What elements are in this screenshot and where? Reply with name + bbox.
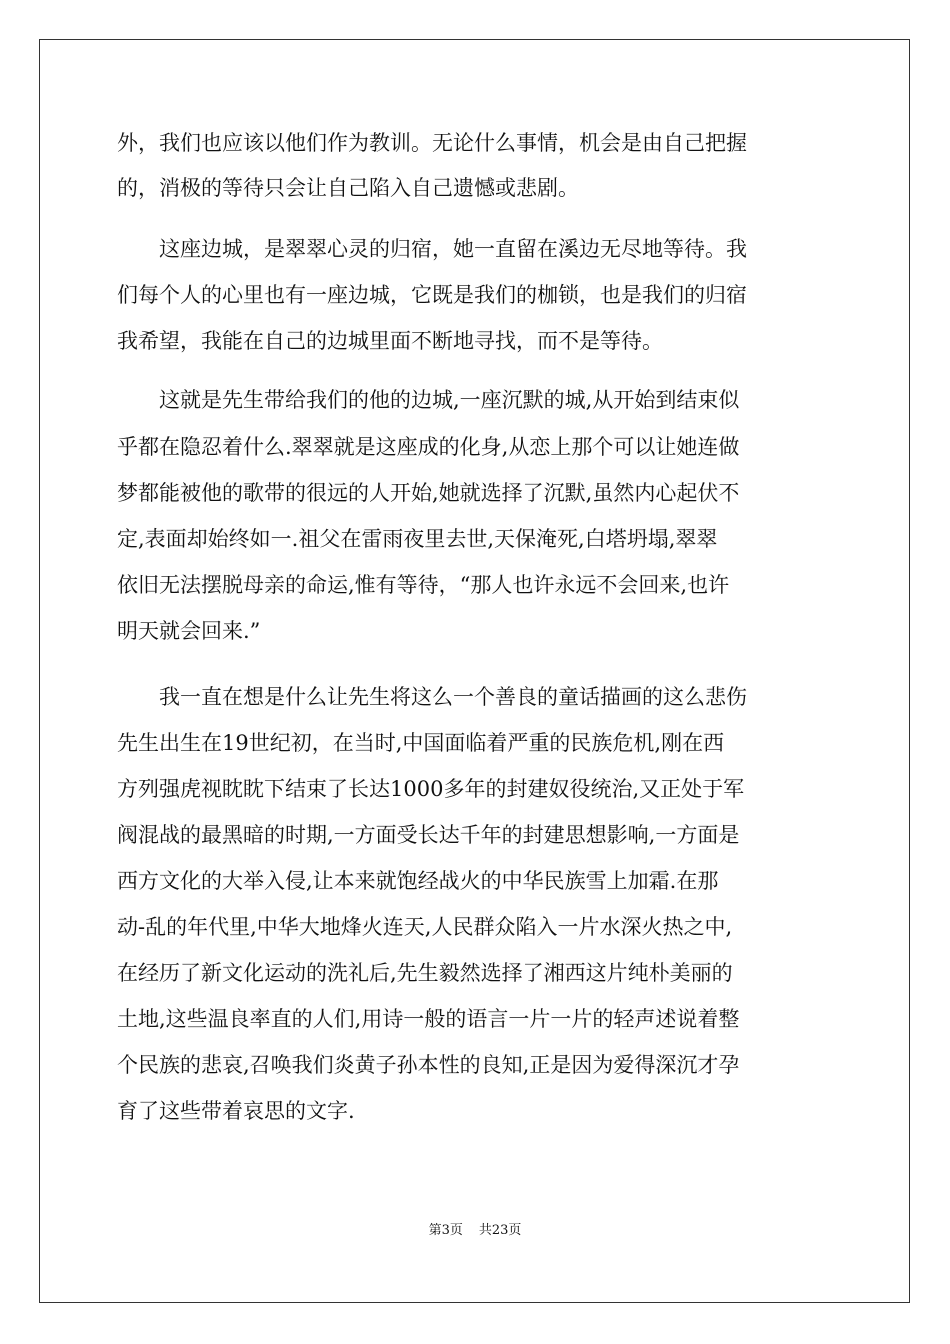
text-line: 在经历了新文化运动的洗礼后,先生毅然选择了湘西这片纯朴美丽的 [117,961,733,985]
text-line: 定,表面却始终如一.祖父在雷雨夜里去世,天保淹死,白塔坍塌,翠翠 [117,527,718,551]
text-line: 明天就会回来.” [117,619,261,643]
text-line: 我希望，我能在自己的边城里面不断地寻找，而不是等待。 [117,329,663,353]
text-line: 方列强虎视眈眈下结束了长达1000多年的封建奴役统治,又正处于军 [117,777,745,801]
text-line: 西方文化的大举入侵,让本来就饱经战火的中华民族雪上加霜.在那 [117,869,719,893]
text-line: 这就是先生带给我们的他的边城,一座沉默的城,从开始到结束似 [117,388,740,412]
text-line: 土地,这些温良率直的人们,用诗一般的语言一片一片的轻声述说着整 [117,1007,740,1031]
text-line: 阀混战的最黑暗的时期,一方面受长达千年的封建思想影响,一方面是 [117,823,740,847]
page-total: 共23页 [478,1223,522,1238]
text-line: 乎都在隐忍着什么.翠翠就是这座成的化身,从恋上那个可以让她连做 [117,435,740,459]
text-line: 们每个人的心里也有一座边城，它既是我们的枷锁，也是我们的归宿 [117,283,747,307]
text-line: 动-乱的年代里,中华大地烽火连天,人民群众陷入一片水深火热之中, [117,915,733,939]
text-line: 依旧无法摆脱母亲的命运,惟有等待，“那人也许永远不会回来,也许 [117,573,730,597]
page-number: 第3页 [428,1223,463,1238]
text-line: 我一直在想是什么让先生将这么一个善良的童话描画的这么悲伤 [117,685,747,709]
page-footer [0,1222,950,1240]
text-line: 外，我们也应该以他们作为教训。无论什么事情，机会是由自己把握 [117,131,747,155]
text-line: 梦都能被他的歌带的很远的人开始,她就选择了沉默,虽然内心起伏不 [117,481,740,505]
text-line: 个民族的悲哀,召唤我们炎黄子孙本性的良知,正是因为爱得深沉才孕 [117,1053,740,1077]
text-line: 的，消极的等待只会让自己陷入自己遗憾或悲剧。 [117,176,579,200]
text-line: 育了这些带着哀思的文字. [117,1099,355,1123]
text-line: 这座边城，是翠翠心灵的归宿，她一直留在溪边无尽地等待。我 [117,237,747,261]
text-line: 先生出生在19世纪初，在当时,中国面临着严重的民族危机,刚在西 [117,731,725,755]
